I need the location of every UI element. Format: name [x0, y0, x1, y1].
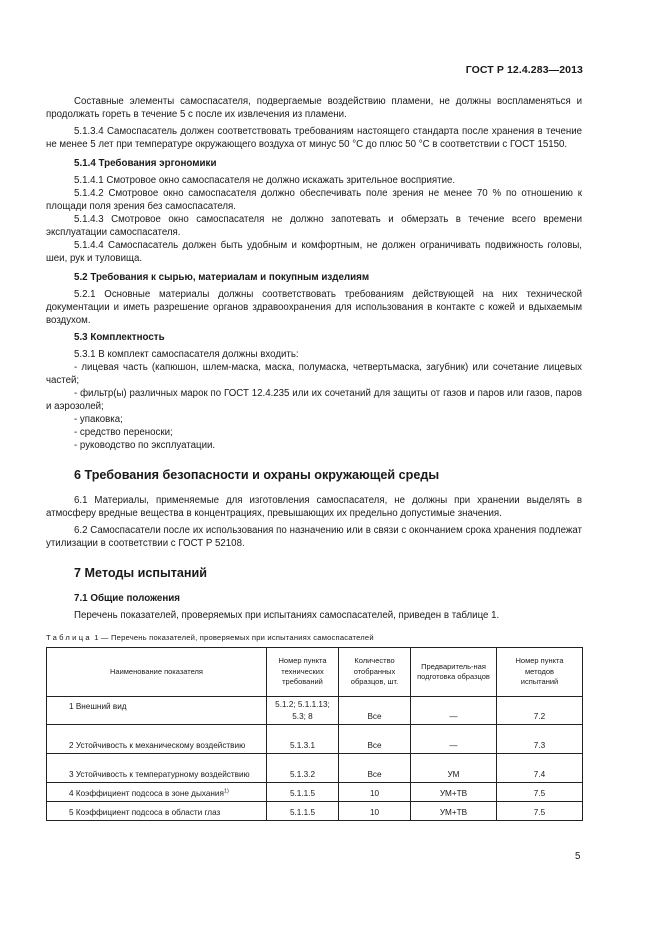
paragraph-5-1-4-4: 5.1.4.4 Самоспасатель должен быть удобным и комфортным, не должен ограничивать подвижность головы, шеи, рук и туловища.: [46, 240, 582, 264]
page-content: [46, 95, 582, 821]
paragraph-5-2-1: 5.2.1 Основные материалы должны соответствовать требованиям действующей на них технической документации и иметь разрешение органов здравоохранения для использования в контакте с кожей и вдыхаемым воздухом.: [46, 289, 582, 326]
list-item-packaging: - упаковка;: [74, 414, 123, 425]
document-code: ГОСТ Р 12.4.283—2013: [465, 64, 583, 76]
cell-requirements: 5.1.3.1: [267, 725, 339, 754]
table-caption-text: 1 — Перечень показателей, проверяемых при испытаниях самоспасателей: [94, 633, 374, 642]
cell-preparation: —: [411, 725, 497, 754]
cell-method: 7.2: [497, 697, 583, 725]
cell-method: 7.5: [497, 802, 583, 821]
table-row: [47, 725, 583, 754]
cell-indicator: 2 Устойчивость к механическому воздействию: [47, 725, 267, 754]
heading-5-3: 5.3 Комплектность: [74, 332, 165, 343]
cell-requirements: 5.1.1.5: [267, 802, 339, 821]
table-header-row: [47, 648, 583, 697]
paragraph-6-1: 6.1 Материалы, применяемые для изготовления самоспасателя, не должны при хранении выделять в атмосферу вредные вещества в концентрациях, превышающих их предельно допустимые значения.: [46, 495, 582, 519]
cell-indicator: 5 Коэффициент подсоса в области глаз: [47, 802, 267, 821]
heading-5-2: 5.2 Требования к сырью, материалам и покупным изделиям: [74, 272, 370, 283]
cell-preparation: УМ: [411, 754, 497, 783]
paragraph-6-2: 6.2 Самоспасатели после их использования по назначению или в связи с окончанием срока хранения подлежат утилизации в соответствии с ГОСТ Р 52108.: [46, 525, 582, 549]
cell-quantity: Все: [339, 725, 411, 754]
paragraph-5-3-1: 5.3.1 В комплект самоспасателя должны входить:: [74, 349, 299, 360]
list-item-filters: - фильтр(ы) различных марок по ГОСТ 12.4.235 или их сочетаний для защиты от газов и паров или газов, паров и аэрозолей;: [46, 388, 582, 412]
heading-section-7: 7 Методы испытаний: [74, 566, 207, 580]
table-caption-word: Таблица: [46, 633, 92, 642]
cell-preparation: УМ+ТВ: [411, 802, 497, 821]
list-item-manual: - руководство по эксплуатации.: [74, 440, 216, 451]
footnote-marker: 1): [223, 788, 229, 795]
paragraph-5-1-4-1: 5.1.4.1 Смотровое окно самоспасателя не должно искажать зрительное восприятие.: [74, 175, 456, 186]
cell-quantity: 10: [339, 783, 411, 802]
cell-method: 7.4: [497, 754, 583, 783]
header-indicator-name: Наименование показателя: [47, 648, 267, 697]
cell-requirements: 5.1.3.2: [267, 754, 339, 783]
cell-preparation: УМ+ТВ: [411, 783, 497, 802]
table-row: [47, 802, 583, 821]
cell-quantity: Все: [339, 697, 411, 725]
paragraph-5-1-3-4: 5.1.3.4 Самоспасатель должен соответствовать требованиям настоящего стандарта после хранения в течение не менее 5 лет при температуре окружающего воздуха от минус 50 °С до плюс 50 °С в соответствии с ГОСТ 15150.: [46, 126, 582, 150]
header-test-method-clause: Номер пункта методов испытаний: [497, 648, 583, 697]
table-row: [47, 754, 583, 783]
list-item-face-part: - лицевая часть (капюшон, шлем-маска, маска, полумаска, четвертьмаска, загубник) или сочетание лицевых частей;: [46, 362, 582, 386]
cell-preparation: —: [411, 697, 497, 725]
heading-5-1-4: 5.1.4 Требования эргономики: [74, 158, 217, 169]
page-number: 5: [575, 851, 581, 862]
cell-quantity: Все: [339, 754, 411, 783]
cell-requirements: 5.1.2; 5.1.1.13; 5.3; 8: [267, 697, 339, 725]
cell-method: 7.5: [497, 783, 583, 802]
cell-quantity: 10: [339, 802, 411, 821]
table-caption: [46, 633, 582, 643]
paragraph-5-1-4-2: 5.1.4.2 Смотровое окно самоспасателя должно обеспечивать поле зрения не менее 70 % по отношению к площади поля зрения без самоспасателя.: [46, 188, 582, 212]
header-preparation: Предваритель-ная подготовка образцов: [411, 648, 497, 697]
cell-indicator: 4 Коэффициент подсоса в зоне дыхания$^{1)}$: [47, 783, 267, 802]
indicators-table: [46, 647, 583, 821]
cell-method: 7.3: [497, 725, 583, 754]
list-item-carrying: - средство переноски;: [74, 427, 173, 438]
paragraph-5-1-4-3: 5.1.4.3 Смотровое окно самоспасателя не должно запотевать и обмерзать в течение всего времени эксплуатации самоспасателя.: [46, 214, 582, 238]
cell-indicator: 1 Внешний вид: [47, 697, 267, 725]
heading-7-1: 7.1 Общие положения: [74, 593, 181, 604]
header-sample-count: Количество отобранных образцов, шт.: [339, 648, 411, 697]
paragraph-7-1: Перечень показателей, проверяемых при испытаниях самоспасателей, приведен в таблице 1.: [74, 610, 500, 621]
table-row: [47, 697, 583, 725]
cell-indicator: 3 Устойчивость к температурному воздействию: [47, 754, 267, 783]
header-requirements-clause: Номер пункта технических требований: [267, 648, 339, 697]
heading-section-6: 6 Требования безопасности и охраны окружающей среды: [74, 468, 440, 482]
table-row: [47, 783, 583, 802]
cell-requirements: 5.1.1.5: [267, 783, 339, 802]
paragraph-intro: Составные элементы самоспасателя, подвергаемые воздействию пламени, не должны воспламеняться и продолжать гореть в течение 5 с после их извлечения из пламени.: [46, 96, 582, 120]
